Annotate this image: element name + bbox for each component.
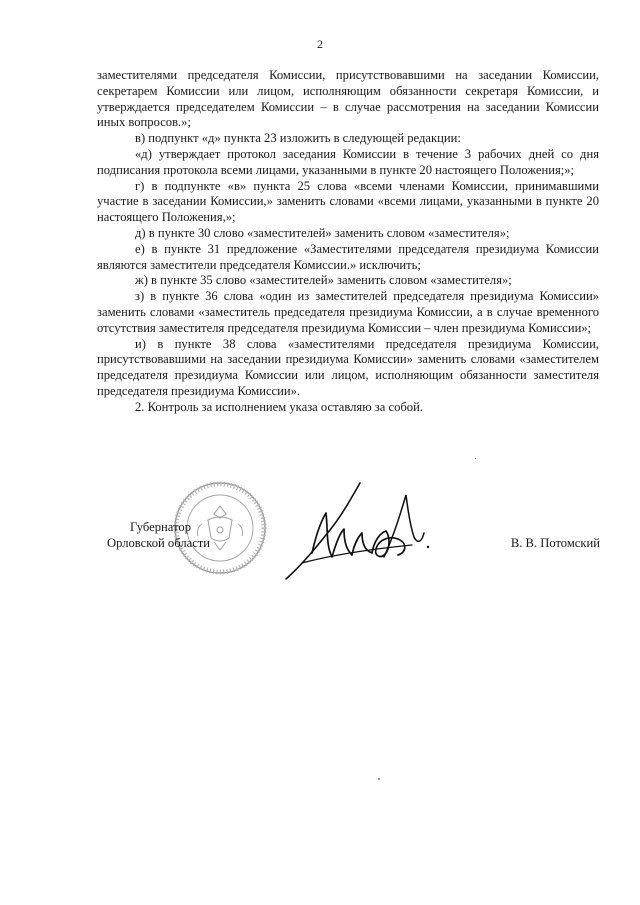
signer-title-line-1: Губернатор — [130, 520, 191, 534]
scan-speck — [475, 458, 476, 459]
scan-speck — [378, 778, 380, 780]
handwritten-signature-icon — [282, 475, 432, 585]
paragraph: и) в пункте 38 слова «заместителями председателя президиума Комиссии, присутствовавшими на заседании президиума Комиссии» заменить словами «заместителем председателя президиума Комиссии или лицом, исполняющим обязанности заместителя председателя президиума Комиссии». — [97, 336, 599, 398]
paragraph: 2. Контроль за исполнением указа оставляю за собой. — [135, 399, 423, 414]
paragraph: д) в пункте 30 слово «заместителей» заменить словом «заместителя»; — [135, 225, 510, 240]
paragraph: заместителями председателя Комиссии, присутствовавшими на заседании Комиссии, секретарем Комиссии или лицом, исполняющим обязанности секретаря Комиссии, и утверждается председателем Комиссии – в случае рассмотрения на заседании Комиссии иных вопросов.»; — [97, 68, 599, 130]
signature-block — [0, 475, 640, 585]
signer-name: В. В. Потомский — [510, 536, 600, 550]
document-body — [97, 68, 599, 416]
paragraph: е) в пункте 31 предложение «Заместителями председателя президиума Комиссии являются заместители председателя Комиссии.» исключить; — [97, 241, 599, 272]
page-number: 2 — [317, 37, 323, 51]
signer-title-line-2: Орловской области — [107, 536, 211, 550]
paragraph: г) в подпункте «в» пункта 25 слова «всеми членами Комиссии, принимавшими участие в заседании Комиссии,» заменить словами «всеми лицами, указанными в пункте 20 настоящего Положения,»; — [97, 178, 599, 225]
paragraph: «д) утверждает протокол заседания Комиссии в течение 3 рабочих дней со дня подписания протокола всеми лицами, указанными в пункте 20 настоящего Положения;»; — [97, 146, 599, 177]
paragraph: в) подпункт «д» пункта 23 изложить в следующей редакции: — [135, 131, 461, 146]
paragraph: з) в пункте 36 слова «один из заместителей председателя президиума Комиссии» заменить словами «заместитель председателя президиума Комиссии, а в случае временного отсутствия заместителя председателя президиума Комиссии – член президиума Комиссии»; — [97, 289, 599, 335]
paragraph: ж) в пункте 35 слово «заместителей» заменить словом «заместителя»; — [135, 273, 512, 288]
